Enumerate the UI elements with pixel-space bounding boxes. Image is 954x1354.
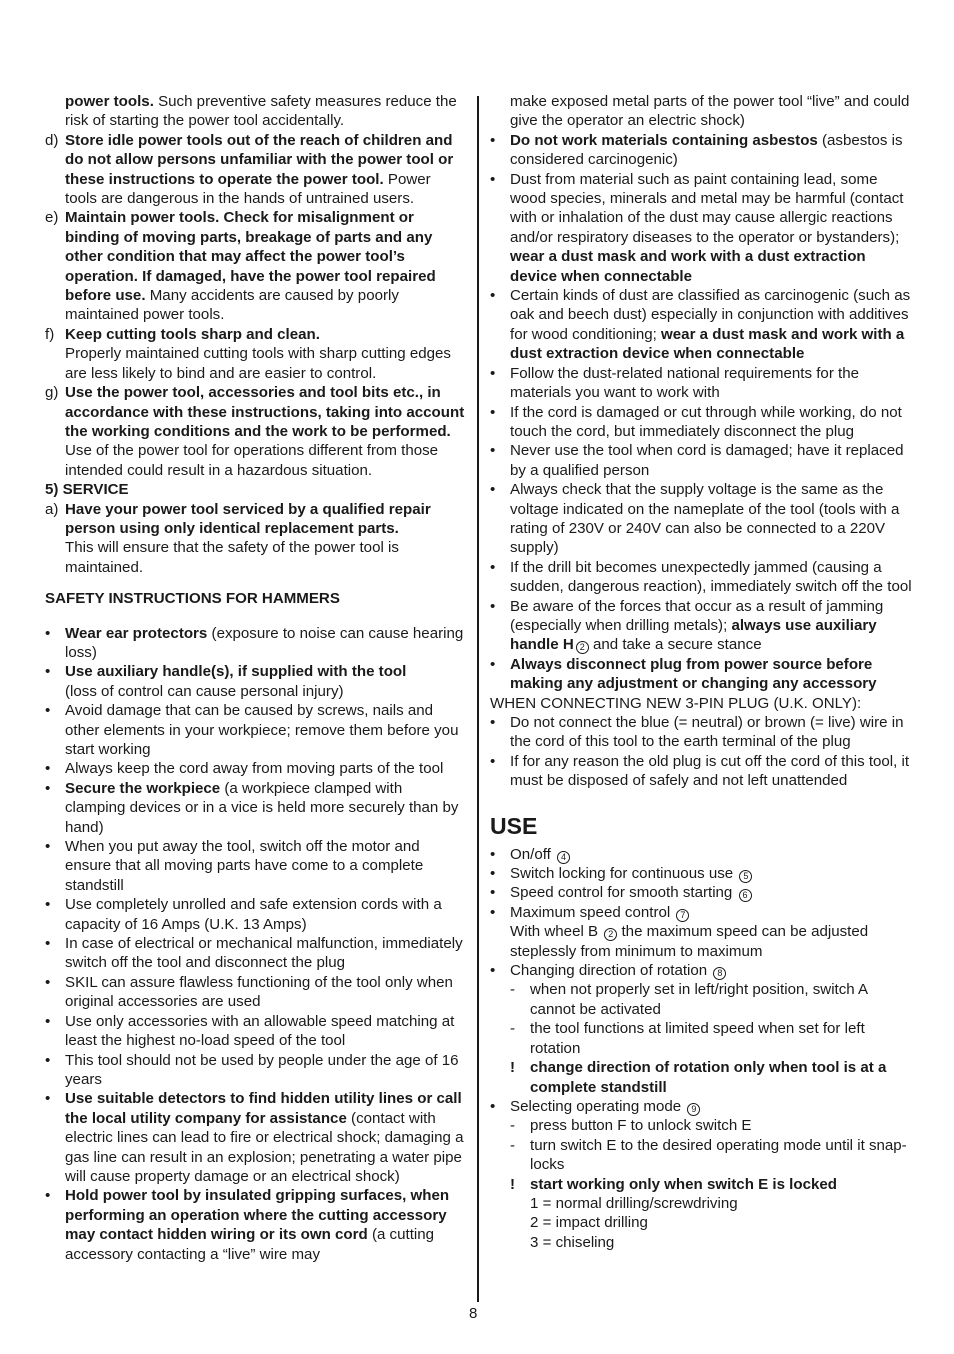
list-item: • Secure the workpiece (a workpiece clamped with clamping devices or in a vice is held more securely than by hand): [45, 779, 459, 836]
list-item: • In case of electrical or mechanical malfunction, immediately switch off the tool and disconnect the plug: [45, 935, 463, 972]
rule-bold: Keep cutting tools sharp and clean.: [65, 325, 320, 343]
list-item: • Certain kinds of dust are classified as carcinogenic (such as oak and beech dust) especially in conjunction with additives for wood conditioning; wear a dust mask and work with a dust extraction device when connectable: [490, 287, 911, 363]
service-heading: 5) SERVICE: [45, 481, 129, 499]
callout-number-icon: 5: [739, 870, 752, 883]
rule-text: This will ensure that the safety of the power tool is maintained.: [65, 539, 399, 576]
rule-text: Properly maintained cutting tools with sharp cutting edges are less likely to bind and are easier to control.: [65, 345, 451, 382]
list-item: • When you put away the tool, switch off the motor and ensure that all moving parts have come to a complete standstill: [45, 838, 424, 894]
sub-item: - press button F to unlock switch E: [510, 1117, 752, 1135]
callout-number-icon: 7: [676, 909, 689, 922]
intro-bold: power tools.: [65, 93, 154, 110]
hammer-bullet-list: [45, 624, 465, 1264]
list-item: • Use only accessories with an allowable speed matching at least the highest no-load speed of the tool: [45, 1012, 455, 1050]
list-item-max-speed: • Maximum speed control 7 With wheel B 2 the maximum speed can be adjusted steplessly from minimum to maximum: [490, 903, 869, 960]
callout-number-icon: 9: [687, 1103, 700, 1116]
dust-bullet-list: [490, 131, 915, 694]
rule-marker: a): [45, 500, 59, 518]
callout-number-icon: 2: [576, 641, 589, 654]
column-divider: [477, 96, 479, 1302]
right-column: [490, 92, 915, 1252]
mode-option: 2 = impact drilling: [530, 1214, 648, 1232]
rule-bold: Store idle power tools out of the reach of children and do not allow persons unfamiliar with the power tool or these instructions to operate the power tool.: [65, 131, 454, 188]
list-item: • Dust from material such as paint containing lead, some wood species, minerals and metal may be harmful (contact with or inhalation of the dust may cause allergic reactions and/or respiratory diseases to the operator or bystanders); wear a dust mask and work with a dust extraction device when connectable: [490, 170, 904, 285]
use-list: [490, 845, 915, 1253]
rule-text: Use of the power tool for operations different from those intended could result in a hazardous situation.: [65, 442, 439, 479]
warning-item: ! start working only when switch E is locked: [510, 1175, 837, 1193]
list-item: • Use auxiliary handle(s), if supplied with the tool (loss of control can cause personal injury): [45, 663, 407, 700]
list-item: • Be aware of the forces that occur as a result of jamming (especially when drilling metals); always use auxiliary handle H 2 and take a secure stance: [490, 597, 884, 654]
list-item: • Use suitable detectors to find hidden utility lines or call the local utility company for assistance (contact with electric lines can lead to fire or electrical shock; damaging a gas line can result in an explosion; penetrating a water pipe will cause property damage or an electrical shock): [45, 1090, 464, 1185]
rule-f: [45, 325, 465, 383]
rule-marker: f): [45, 325, 55, 343]
sub-item: - when not properly set in left/right position, switch A cannot be activated: [510, 981, 868, 1018]
list-item: • Do not work materials containing asbestos (asbestos is considered carcinogenic): [490, 131, 903, 169]
list-item-direction: • Changing direction of rotation 8: [490, 961, 915, 980]
sub-item: - turn switch E to the desired operating mode until it snap-locks: [510, 1136, 907, 1174]
list-item-speed-control: • Speed control for smooth starting 6: [490, 883, 915, 902]
rule-text: Power tools are dangerous in the hands of untrained users.: [65, 170, 431, 208]
list-item: • Wear ear protectors (exposure to noise can cause hearing loss): [45, 624, 464, 661]
intro-paragraph: [45, 92, 465, 131]
warning-item: ! change direction of rotation only when tool is at a complete standstill: [510, 1059, 887, 1096]
rule-marker: e): [45, 209, 59, 227]
sub-item: - the tool functions at limited speed when set for left rotation: [510, 1020, 865, 1057]
list-item: • Always disconnect plug from power source before making any adjustment or changing any accessory: [490, 655, 877, 693]
page-number: 8: [469, 1305, 478, 1322]
rule-g: [45, 383, 465, 480]
list-item: • Always keep the cord away from moving parts of the tool: [45, 760, 444, 778]
list-item: • If for any reason the old plug is cut off the cord of this tool, it must be disposed of safely and not left unattended: [490, 752, 910, 790]
service-rule-a: [45, 500, 465, 578]
list-item: • Avoid damage that can be caused by screws, nails and other elements in your workpiece; remove them before you start working: [45, 702, 459, 758]
list-item: • If the drill bit becomes unexpectedly jammed (causing a sudden, dangerous reaction), immediately switch off the tool: [490, 558, 912, 596]
list-item: • Follow the dust-related national requirements for the materials you want to work with: [490, 364, 860, 402]
rule-e: [45, 208, 465, 324]
list-item-mode: • Selecting operating mode 9: [490, 1097, 915, 1116]
callout-number-icon: 8: [713, 967, 726, 980]
rule-bold: Have your power tool serviced by a qualified repair person using only identical replacement parts.: [65, 500, 431, 537]
list-item-onoff: • On/off 4: [490, 845, 915, 864]
list-item: • Use completely unrolled and safe extension cords with a capacity of 16 Amps (U.K. 13 Amps): [45, 896, 442, 933]
list-item: • If the cord is damaged or cut through while working, do not touch the cord, but immediately disconnect the plug: [490, 403, 902, 440]
list-item: • Hold power tool by insulated gripping surfaces, when performing an operation where the cutting accessory may contact hidden wiring or its own cord (a cutting accessory contacting a “live” wire may: [45, 1187, 450, 1263]
list-item-locking: • Switch locking for continuous use 5: [490, 864, 915, 883]
list-item: • Always check that the supply voltage is the same as the voltage indicated on the nameplate of the tool (tools with a rating of 230V or 240V can also be connected to a 220V supply): [490, 481, 900, 557]
rule-bold: Maintain power tools. Check for misalignment or binding of moving parts, breakage of parts and any other condition that may affect the power tool’s operation. If damaged, have the power tool repaired before use.: [65, 209, 436, 305]
uk-plug-heading: WHEN CONNECTING NEW 3-PIN PLUG (U.K. ONLY):: [490, 694, 862, 712]
rule-text: Many accidents are caused by poorly maintained power tools.: [65, 287, 399, 324]
rule-bold: Use the power tool, accessories and tool bits etc., in accordance with these instructions, taking into account the working conditions and the work to be performed.: [65, 384, 465, 440]
hammers-heading: SAFETY INSTRUCTIONS FOR HAMMERS: [45, 590, 340, 608]
mode-option: 3 = chiseling: [530, 1233, 615, 1251]
rule-d: [45, 131, 465, 209]
rule-marker: d): [45, 131, 59, 149]
intro-text: Such preventive safety measures reduce the risk of starting the power tool accidentally.: [65, 93, 457, 130]
rule-marker: g): [45, 384, 59, 402]
uk-plug-list: [490, 713, 915, 791]
callout-number-icon: 6: [739, 889, 752, 902]
left-column: [45, 92, 465, 1264]
list-item: • This tool should not be used by people under the age of 16 years: [45, 1051, 459, 1088]
continuation-paragraph: make exposed metal parts of the power tool “live” and could give the operator an electric shock): [510, 93, 910, 130]
callout-number-icon: 2: [604, 928, 617, 941]
list-item: • SKIL can assure flawless functioning of the tool only when original accessories are used: [45, 973, 453, 1011]
mode-option: 1 = normal drilling/screwdriving: [530, 1194, 738, 1212]
list-item: • Never use the tool when cord is damaged; have it replaced by a qualified person: [490, 442, 904, 479]
callout-number-icon: 4: [557, 851, 570, 864]
list-item: • Do not connect the blue (= neutral) or brown (= live) wire in the cord of this tool to the earth terminal of the plug: [490, 714, 904, 751]
use-heading: USE: [490, 812, 538, 839]
